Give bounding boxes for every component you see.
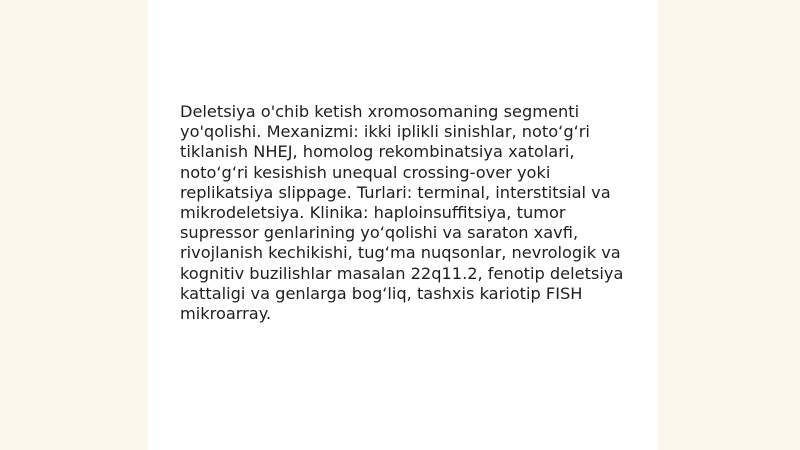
body-paragraph: Deletsiya o'chib ketish xromosomaning segmenti yo'qolishi. Mexanizmi: ikki iplikli sinishlar, noto‘g‘ri tiklanish NHEJ, homolog rekombinatsiya xatolari, noto‘g‘ri kesishish unequal crossing-over yoki replikatsiya slippage. Turlari: terminal, interstitsial va mikrodeletsiya. Klinika: haploinsuffitsiya, tumor supressor genlarining yo‘qolishi va saraton xavfi, rivojlanish kechikishi, tug‘ma nuqsonlar, nevrologik va kognitiv buzilishlar masalan 22q11.2, fenotip deletsiya kattaligi va genlarga bog‘liq, tashxis kariotip FISH mikroarray. [180,102,624,324]
document-page [148,0,658,450]
